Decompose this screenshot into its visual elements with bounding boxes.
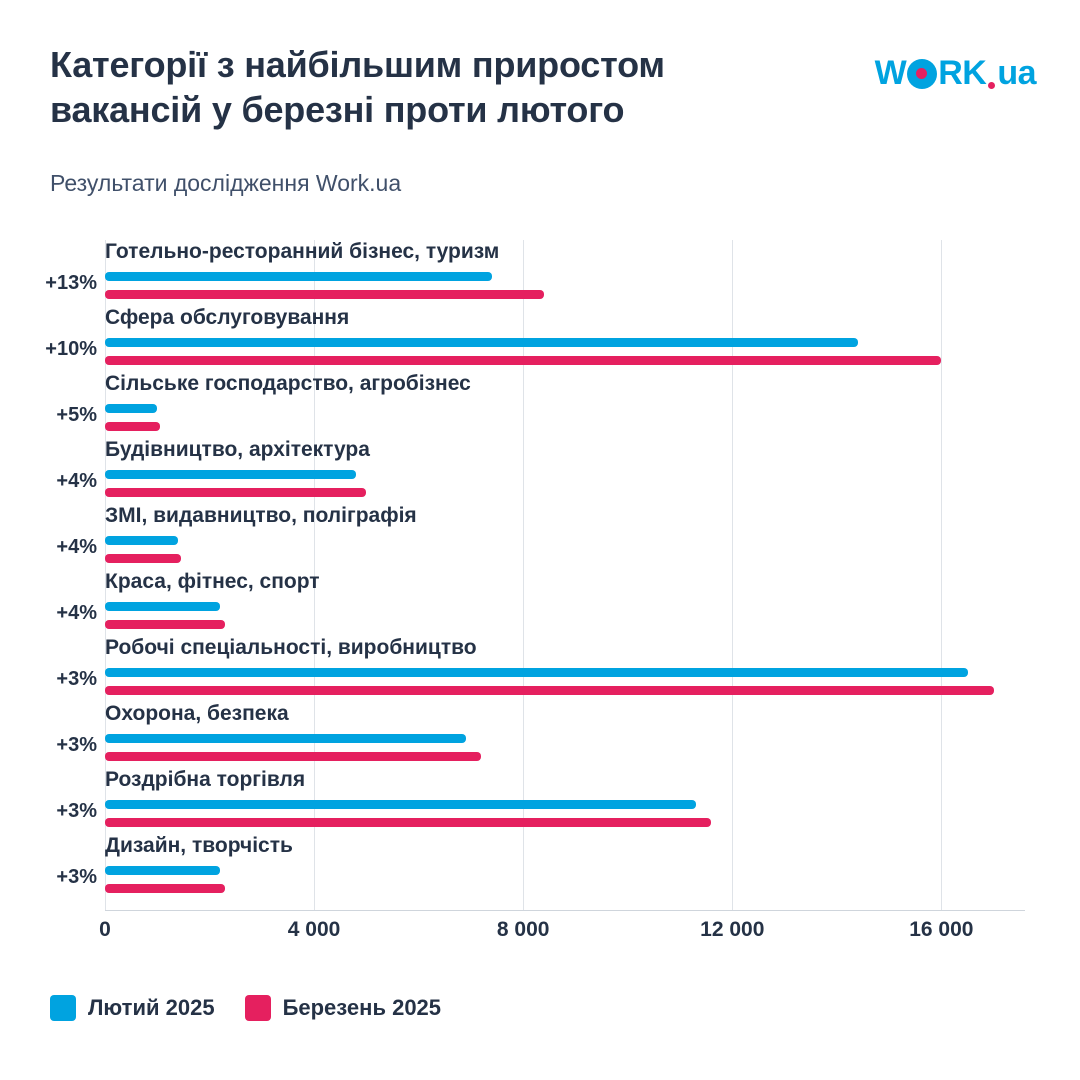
legend-item[interactable] bbox=[245, 995, 441, 1021]
x-tick-label: 4 000 bbox=[287, 918, 341, 941]
bar-march bbox=[105, 290, 544, 299]
bar-group bbox=[56, 768, 1025, 834]
bar-group-label: Краса, фітнес, спорт bbox=[105, 570, 320, 593]
bar-february bbox=[105, 470, 356, 479]
legend-label: Березень 2025 bbox=[282, 995, 442, 1020]
growth-percent-label: +3% bbox=[56, 734, 97, 756]
growth-percent-label: +13% bbox=[45, 272, 97, 294]
bar-february bbox=[105, 338, 858, 347]
bar-group bbox=[56, 636, 1025, 702]
x-axis-line bbox=[105, 910, 1025, 911]
bar-february bbox=[105, 800, 696, 809]
logo-text-w: W bbox=[874, 54, 907, 92]
bar-group bbox=[56, 702, 1025, 768]
bar-group-label: ЗМІ, видавництво, поліграфія bbox=[105, 504, 417, 527]
page-title: Категорії з найбільшим приростом вакансій у березні проти лютого bbox=[50, 44, 665, 131]
legend-swatch-icon bbox=[245, 995, 271, 1021]
x-axis-labels bbox=[0, 918, 1080, 958]
legend-item[interactable] bbox=[50, 995, 215, 1021]
growth-percent-label: +5% bbox=[56, 404, 97, 426]
bar-group-label: Готельно-ресторанний бізнес, туризм bbox=[105, 240, 500, 263]
bar-group bbox=[56, 372, 1025, 438]
growth-percent-label: +3% bbox=[56, 800, 97, 822]
plot-area bbox=[45, 240, 1025, 910]
growth-percent-label: +4% bbox=[56, 470, 97, 492]
bar-group bbox=[56, 504, 1025, 570]
bar-group bbox=[45, 240, 1025, 306]
bar-march bbox=[105, 752, 481, 761]
bar-chart bbox=[0, 240, 1080, 940]
bar-february bbox=[105, 404, 157, 413]
bar-march bbox=[105, 488, 366, 497]
chart-legend bbox=[50, 995, 441, 1021]
logo-text-rk: RK bbox=[938, 54, 987, 92]
bar-group bbox=[56, 438, 1025, 504]
logo-text-ua: ua bbox=[997, 54, 1036, 92]
bar-march bbox=[105, 818, 711, 827]
bar-group-label: Охорона, безпека bbox=[105, 702, 289, 725]
growth-percent-label: +4% bbox=[56, 602, 97, 624]
bar-group-label: Сфера обслуговування bbox=[105, 306, 350, 329]
bar-march bbox=[105, 884, 225, 893]
bar-group-label: Робочі спеціальності, виробництво bbox=[105, 636, 477, 659]
bar-february bbox=[105, 602, 220, 611]
logo-circle-icon bbox=[907, 59, 937, 89]
bar-february bbox=[105, 272, 492, 281]
legend-swatch-icon bbox=[50, 995, 76, 1021]
bar-group-label: Дизайн, творчість bbox=[105, 834, 293, 857]
x-tick-label: 0 bbox=[99, 918, 111, 941]
bar-group-label: Роздрібна торгівля bbox=[105, 768, 306, 791]
bar-march bbox=[105, 422, 160, 431]
growth-percent-label: +10% bbox=[45, 338, 97, 360]
x-tick-label: 16 000 bbox=[909, 918, 974, 941]
bar-march bbox=[105, 356, 941, 365]
bar-march bbox=[105, 554, 181, 563]
page-subtitle: Результати дослідження Work.ua bbox=[50, 170, 402, 196]
growth-percent-label: +3% bbox=[56, 668, 97, 690]
growth-percent-label: +4% bbox=[56, 536, 97, 558]
bar-february bbox=[105, 734, 466, 743]
growth-percent-label: +3% bbox=[56, 866, 97, 888]
x-tick-label: 12 000 bbox=[700, 918, 765, 941]
x-tick-label: 8 000 bbox=[496, 918, 550, 941]
legend-label: Лютий 2025 bbox=[88, 995, 215, 1020]
bar-march bbox=[105, 686, 994, 695]
bar-march bbox=[105, 620, 225, 629]
bar-group bbox=[56, 834, 1025, 900]
bar-february bbox=[105, 536, 178, 545]
logo-dot-icon bbox=[988, 82, 995, 89]
bar-group bbox=[56, 570, 1025, 636]
workua-logo bbox=[875, 54, 1036, 93]
bar-february bbox=[105, 866, 220, 875]
bar-group-label: Сільське господарство, агробізнес bbox=[105, 372, 471, 395]
bar-february bbox=[105, 668, 968, 677]
bar-group bbox=[45, 306, 1025, 372]
header bbox=[50, 42, 1036, 133]
bar-group-label: Будівництво, архітектура bbox=[105, 438, 370, 461]
